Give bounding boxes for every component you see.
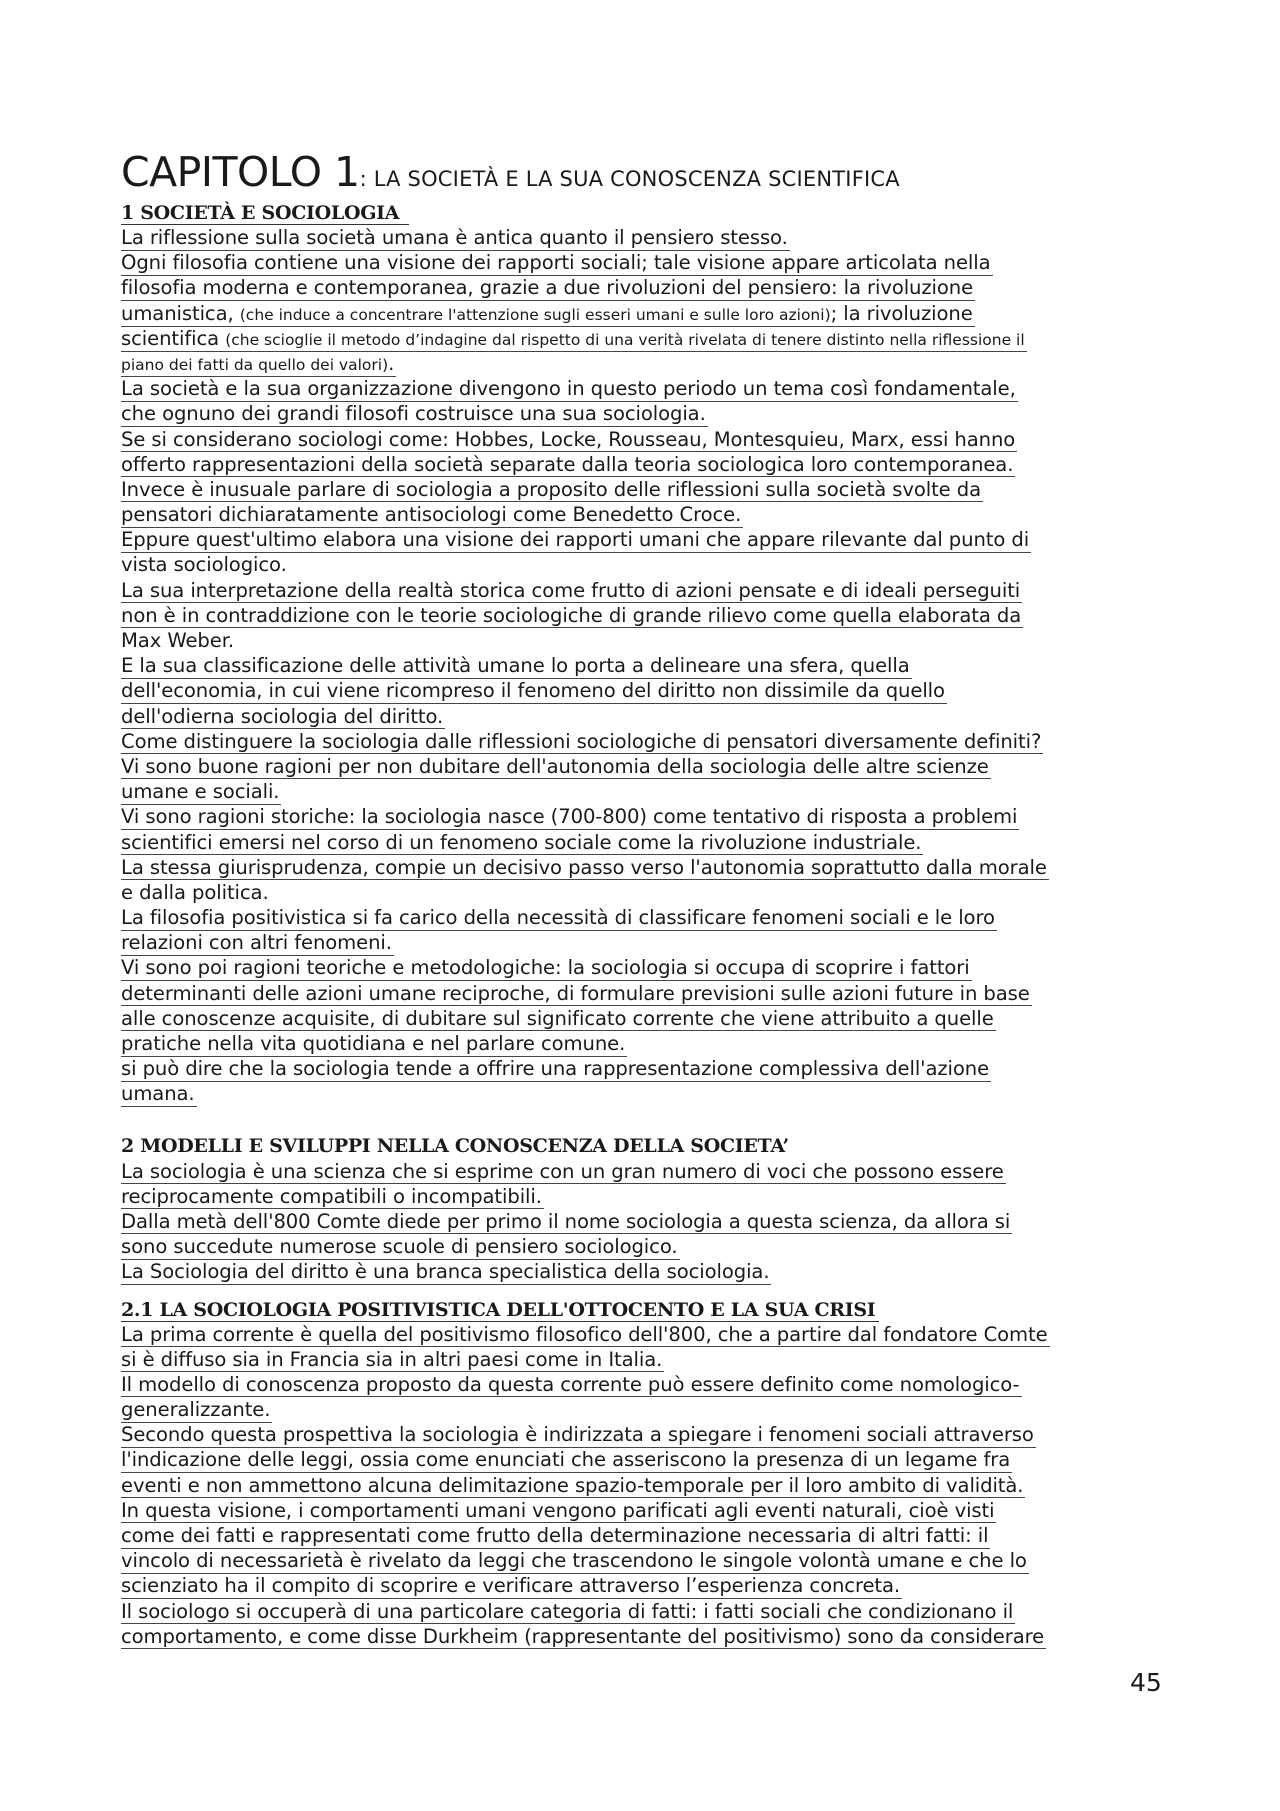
text-line — [121, 275, 1171, 300]
line-text: eventi e non ammettono alcuna delimitazione spazio-temporale per il loro ambito di validità. — [121, 1473, 1024, 1497]
line-text: come dei fatti e rappresentati come frutto della determinazione necessaria di altri fatti: il — [121, 1524, 989, 1547]
text-line-content — [121, 1525, 990, 1549]
line-text: E la sua classificazione delle attività umane lo porta a delineare una sfera, quella — [121, 654, 910, 678]
line-text: scientifici emersi nel corso di un fenomeno sociale come la rivoluzione industriale. — [121, 830, 922, 854]
text-line — [121, 1599, 1171, 1624]
line-text: generalizzante. — [121, 1398, 271, 1422]
line-text: relazioni con altri fenomeni. — [121, 931, 392, 955]
section-2-1-heading: 2.1 LA SOCIOLOGIA POSITIVISTICA DELL'OTTOCENTO E LA SUA CRISI — [121, 1299, 879, 1322]
text-line-content — [121, 731, 1043, 755]
text-line-content — [121, 504, 743, 528]
text-line-content — [121, 882, 271, 906]
text-line-content — [121, 605, 1023, 629]
text-line — [121, 981, 1171, 1006]
line-text: e dalla politica. — [121, 880, 269, 904]
line-text: dell'odierna sociologia del diritto. — [121, 704, 444, 728]
text-line-content — [121, 1550, 1029, 1574]
line-text: Vi sono buone ragioni per non dubitare dell'autonomia della sociologia delle altre scienze — [121, 754, 989, 778]
text-line-content — [121, 630, 236, 654]
text-line — [121, 452, 1171, 477]
text-line — [121, 830, 1171, 855]
parenthetical-note: piano dei fatti da quello dei valori) — [121, 355, 389, 374]
text-line-content — [121, 479, 983, 503]
line-text: Eppure quest'ultimo elabora una visione dei rapporti umani che appare rilevante dal punto di — [121, 528, 1030, 552]
text-line — [121, 804, 1171, 829]
line-text: Invece è inusuale parlare di sociologia a proposito delle riflessioni sulla società svolte da — [121, 477, 981, 501]
text-line-content — [121, 1058, 991, 1082]
text-line-content — [121, 227, 790, 251]
line-text: Se si considerano sociologi come: Hobbes, Locke, Rousseau, Montesquieu, Marx, essi hanno — [121, 427, 1016, 451]
line-text: comportamento, e come disse Durkheim (rappresentante del positivismo) sono da considerare — [121, 1624, 1045, 1648]
line-text: scientifica — [121, 326, 226, 350]
text-line — [121, 1209, 1171, 1234]
section-2-body — [121, 1159, 1171, 1285]
line-text: La prima corrente è quella del positivismo filosofico dell'800, che a partire dal fondatore Comte — [121, 1322, 1048, 1346]
line-text: dell'economia, in cui viene ricompreso il fenomeno del diritto non dissimile da quello — [121, 679, 945, 703]
text-line — [121, 1624, 1171, 1649]
section-1-body — [121, 225, 1171, 1107]
line-text: La società e la sua organizzazione divengono in questo periodo un tema così fondamentale, — [121, 377, 1016, 401]
text-line-content — [121, 756, 991, 780]
text-line — [121, 225, 1171, 250]
text-line — [121, 1184, 1171, 1209]
text-line — [121, 401, 1171, 426]
text-line-content — [121, 429, 1017, 453]
line-text: Ogni filosofia contiene una visione dei rapporti sociali; tale visione appare articolata nella — [121, 251, 991, 275]
chapter-title — [121, 150, 1171, 201]
line-text: si può dire che la sociologia tende a offrire una rappresentazione complessiva dell'azione — [121, 1057, 990, 1081]
line-text: vincolo di necessarietà è rivelato da leggi che trascendono le singole volontà umane e che lo — [121, 1549, 1027, 1573]
text-line-content — [121, 781, 281, 805]
text-line — [121, 628, 1171, 653]
line-text: umanistica, — [121, 301, 240, 325]
text-line-content — [121, 554, 289, 578]
text-line-content — [121, 277, 975, 301]
line-text: Dalla metà dell'800 Comte diede per primo il nome sociologia a questa scienza, da allora si — [121, 1209, 1011, 1233]
text-line-content — [121, 857, 1049, 881]
text-line-content — [121, 454, 1015, 478]
text-line-content — [121, 1449, 1012, 1473]
text-line — [121, 578, 1171, 603]
line-text: reciprocamente compatibili o incompatibili. — [121, 1184, 542, 1208]
line-text: alle conoscenze acquisite, di dubitare sul significato corrente che viene attribuito a quelle — [121, 1006, 994, 1030]
text-line-content — [121, 957, 972, 981]
text-line-content — [121, 1500, 996, 1524]
text-line — [121, 1056, 1171, 1081]
line-text-tail: . — [388, 351, 395, 375]
text-line-content — [121, 580, 1022, 604]
line-text: La stessa giurisprudenza, compie un decisivo passo verso l'autonomia soprattutto dalla morale — [121, 855, 1047, 879]
text-line — [121, 603, 1171, 628]
text-line-content — [121, 1261, 771, 1285]
text-line — [121, 552, 1171, 577]
text-line-content — [121, 1324, 1050, 1348]
document-page — [121, 150, 1171, 1649]
text-line-content — [121, 252, 993, 276]
text-line-content — [121, 403, 708, 427]
text-line — [121, 250, 1171, 275]
line-text: La sociologia è una scienza che si esprime con un gran numero di voci che possono essere — [121, 1159, 1004, 1183]
line-text: La riflessione sulla società umana è antica quanto il pensiero stesso. — [121, 226, 788, 249]
text-line-content — [121, 706, 445, 730]
chapter-subtitle: : LA SOCIETÀ E LA SUA CONOSCENZA SCIENTIFICA — [359, 167, 900, 191]
text-line — [121, 1081, 1171, 1106]
text-line — [121, 1347, 1171, 1372]
text-line — [121, 527, 1171, 552]
text-line-content — [121, 328, 1027, 353]
line-text: Il modello di conoscenza proposto da questa corrente può essere definito come nomologico- — [121, 1372, 1020, 1396]
text-line — [121, 1372, 1171, 1397]
line-text: Max Weber. — [121, 629, 234, 652]
text-line — [121, 1498, 1171, 1523]
text-line — [121, 1447, 1171, 1472]
line-text: La filosofia positivistica si fa carico della necessità di classificare fenomeni sociali e le loro — [121, 906, 995, 930]
text-line — [121, 955, 1171, 980]
text-line — [121, 653, 1171, 678]
text-line — [121, 477, 1171, 502]
text-line — [121, 1031, 1171, 1056]
text-line — [121, 1234, 1171, 1259]
text-line — [121, 1422, 1171, 1447]
line-text: si è diffuso sia in Francia sia in altri paesi come in Italia. — [121, 1347, 663, 1371]
text-line — [121, 301, 1171, 326]
text-line — [121, 326, 1171, 351]
text-line — [121, 855, 1171, 880]
line-text: offerto rappresentazioni della società separate dalla teoria sociologica loro contemporanea. — [121, 452, 1014, 476]
section-2-1-body — [121, 1322, 1171, 1649]
text-line-content — [121, 303, 975, 328]
text-line — [121, 905, 1171, 930]
line-text: pratiche nella vita quotidiana e nel parlare comune. — [121, 1032, 626, 1055]
text-line-content — [121, 1424, 1036, 1448]
text-line-content — [121, 378, 1018, 402]
text-line-content — [121, 1033, 627, 1057]
line-text: Vi sono ragioni storiche: la sociologia nasce (700-800) come tentativo di risposta a problemi — [121, 805, 1018, 829]
page-number: 45 — [1130, 1668, 1162, 1697]
text-line-content — [121, 680, 947, 704]
text-line — [121, 1473, 1171, 1498]
text-line — [121, 351, 1171, 376]
line-text: In questa visione, i comportamenti umani vengono parificati agli eventi naturali, cioè visti — [121, 1498, 995, 1522]
text-line — [121, 376, 1171, 401]
text-line — [121, 880, 1171, 905]
line-text: che ognuno dei grandi filosofi costruisce una sua sociologia. — [121, 402, 706, 426]
parenthetical-note: (che induce a concentrare l'attenzione sugli esseri umani e sulle loro azioni) — [239, 305, 831, 324]
line-text: Come distinguere la sociologia dalle riflessioni sociologiche di pensatori diversamente definiti? — [121, 729, 1042, 753]
line-text: scienziato ha il compito di scoprire e verificare attraverso l’esperienza concreta. — [121, 1574, 901, 1598]
line-text: sono succedute numerose scuole di pensiero sociologico. — [121, 1235, 678, 1259]
text-line-content — [121, 655, 912, 679]
parenthetical-note: (che scioglie il metodo d’indagine dal rispetto di una verità rivelata di tenere distinto nella riflessione il — [225, 330, 1025, 349]
line-text: non è in contraddizione con le teorie sociologiche di grande rilievo come quella elaborata da — [121, 603, 1022, 627]
text-line-content — [121, 1575, 902, 1599]
text-line — [121, 729, 1171, 754]
text-line-content — [121, 832, 923, 856]
text-line — [121, 779, 1171, 804]
text-line-content — [121, 529, 1031, 553]
text-line-content — [121, 1399, 272, 1423]
text-line-content — [121, 1236, 680, 1260]
text-line-content — [121, 1008, 996, 1032]
text-line — [121, 1523, 1171, 1548]
text-line-content — [121, 1161, 1006, 1185]
text-line — [121, 1397, 1171, 1422]
section-2-heading: 2 MODELLI E SVILUPPI NELLA CONOSCENZA DELLA SOCIETA’ — [121, 1134, 789, 1157]
text-line-content — [121, 1601, 1015, 1625]
line-text: vista sociologico. — [121, 553, 287, 577]
chapter-number: CAPITOLO 1 — [121, 148, 360, 196]
line-text: La Sociologia del diritto è una branca specialistica della sociologia. — [121, 1260, 770, 1284]
line-text: pensatori dichiaratamente antisociologi come Benedetto Croce. — [121, 503, 742, 527]
text-line-content — [121, 1374, 1022, 1398]
text-line-content — [121, 1211, 1012, 1235]
line-text: l'indicazione delle leggi, ossia come enunciati che asseriscono la presenza di un legame fra — [121, 1448, 1011, 1472]
line-text: umane e sociali. — [121, 780, 280, 804]
text-line — [121, 704, 1171, 729]
text-line — [121, 1006, 1171, 1031]
section-heading — [121, 201, 1171, 225]
text-line-content — [121, 353, 396, 378]
line-text: umana. — [121, 1082, 195, 1106]
text-line — [121, 754, 1171, 779]
line-text: Il sociologo si occuperà di una particolare categoria di fatti: i fatti sociali che condizionano il — [121, 1599, 1014, 1623]
text-line-content — [121, 1475, 1025, 1499]
section-1-heading: 1 SOCIETÀ E SOCIOLOGIA — [121, 202, 409, 225]
line-text: filosofia moderna e contemporanea, grazie a due rivoluzioni del pensiero: la rivoluzione — [121, 276, 974, 300]
line-text: Vi sono poi ragioni teoriche e metodologiche: la sociologia si occupa di scoprire i fattori — [121, 956, 970, 980]
text-line — [121, 930, 1171, 955]
text-line-content — [121, 1083, 197, 1107]
text-line-content — [121, 806, 1019, 830]
text-line — [121, 427, 1171, 452]
line-text-tail: ; la rivoluzione — [830, 301, 973, 325]
text-line-content — [121, 1626, 1046, 1650]
text-line-content — [121, 1349, 664, 1373]
text-line — [121, 1259, 1171, 1284]
text-line — [121, 1159, 1171, 1184]
line-text: Secondo questa prospettiva la sociologia è indirizzata a spiegare i fenomeni sociali attraverso — [121, 1423, 1034, 1447]
text-line — [121, 678, 1171, 703]
line-text: determinanti delle azioni umane reciproche, di formulare previsioni sulle azioni future in base — [121, 981, 1030, 1005]
text-line — [121, 1548, 1171, 1573]
text-line-content — [121, 932, 394, 956]
text-line-content — [121, 1186, 544, 1210]
text-line-content — [121, 907, 997, 931]
section-heading — [121, 1285, 1171, 1322]
text-line — [121, 502, 1171, 527]
text-line — [121, 1322, 1171, 1347]
text-line — [121, 1573, 1171, 1598]
line-text: La sua interpretazione della realtà storica come frutto di azioni pensate e di ideali perseguiti — [121, 578, 1021, 602]
text-line-content — [121, 983, 1032, 1007]
